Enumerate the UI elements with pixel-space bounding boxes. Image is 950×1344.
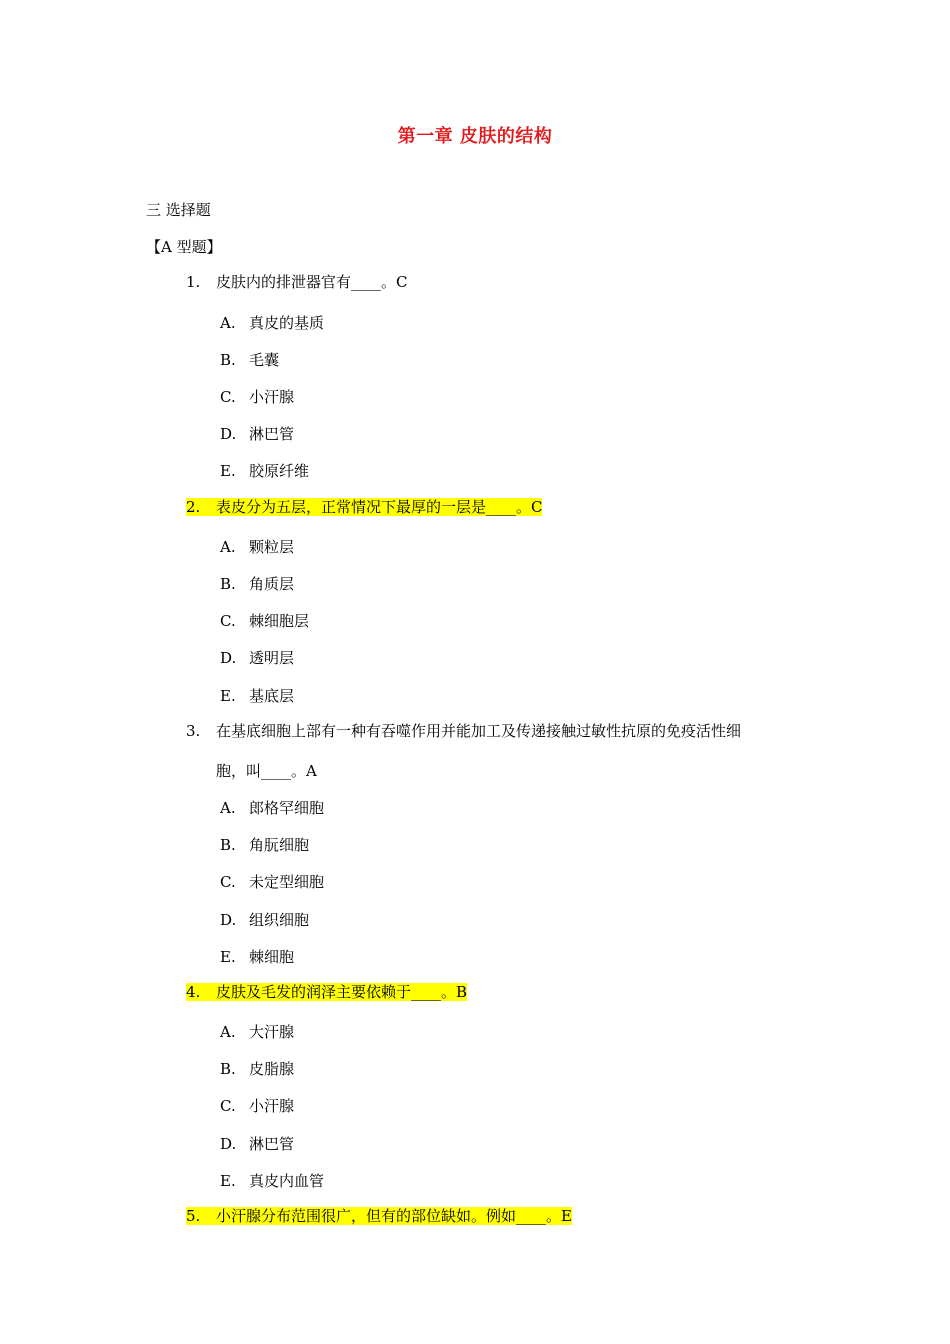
option-e xyxy=(220,685,294,706)
option-a xyxy=(220,797,324,818)
option-c xyxy=(220,1095,294,1116)
question-number: 5. xyxy=(186,1207,201,1225)
option-text: 未定型细胞 xyxy=(249,873,325,891)
question-number: 3. xyxy=(186,722,201,740)
section-heading: 三 选择题 xyxy=(146,201,211,219)
option-letter: D. xyxy=(220,425,237,443)
option-text: 皮脂腺 xyxy=(249,1060,295,1078)
question-text: 皮肤及毛发的润泽主要依赖于____。B xyxy=(216,983,468,1001)
option-letter: E. xyxy=(220,462,236,480)
option-text: 角质层 xyxy=(249,575,295,593)
option-c xyxy=(220,871,324,892)
option-letter: B. xyxy=(220,575,236,593)
option-text: 淋巴管 xyxy=(249,1135,295,1153)
question-3-continuation: 胞，叫____。A xyxy=(216,762,317,780)
option-d xyxy=(220,423,294,444)
option-text: 胶原纤维 xyxy=(249,462,310,480)
option-letter: E. xyxy=(220,948,236,966)
option-text: 颗粒层 xyxy=(249,538,295,556)
option-letter: C. xyxy=(220,388,236,406)
option-text: 小汗腺 xyxy=(249,1097,295,1115)
option-letter: D. xyxy=(220,1135,237,1153)
option-text: 基底层 xyxy=(249,687,295,705)
question-number: 2. xyxy=(186,498,201,516)
option-letter: C. xyxy=(220,873,236,891)
option-text: 棘细胞层 xyxy=(249,612,310,630)
option-c xyxy=(220,610,309,631)
option-text: 小汗腺 xyxy=(249,388,295,406)
option-text: 毛囊 xyxy=(249,351,280,369)
option-letter: D. xyxy=(220,911,237,929)
option-c xyxy=(220,386,294,407)
option-text: 真皮内血管 xyxy=(249,1172,325,1190)
question-number: 4. xyxy=(186,983,201,1001)
option-b xyxy=(220,349,279,370)
option-b xyxy=(220,1058,294,1079)
option-a xyxy=(220,536,294,557)
question-4 xyxy=(186,974,816,1011)
option-e xyxy=(220,946,294,967)
question-2 xyxy=(186,489,816,526)
question-text: 在基底细胞上部有一种有吞噬作用并能加工及传递接触过敏性抗原的免疫活性细 xyxy=(216,722,742,740)
option-letter: A. xyxy=(220,1023,236,1041)
option-letter: E. xyxy=(220,1172,236,1190)
question-text: 皮肤内的排泄器官有____。C xyxy=(216,273,408,291)
option-text: 真皮的基质 xyxy=(249,314,325,332)
option-letter: B. xyxy=(220,351,236,369)
option-letter: A. xyxy=(220,314,236,332)
question-3 xyxy=(186,713,816,750)
question-number: 1. xyxy=(186,273,201,291)
option-b xyxy=(220,573,294,594)
option-letter: A. xyxy=(220,538,236,556)
option-letter: B. xyxy=(220,836,236,854)
option-d xyxy=(220,647,294,668)
option-e xyxy=(220,1170,324,1191)
option-letter: C. xyxy=(220,612,236,630)
page-title: 第一章 皮肤的结构 xyxy=(397,126,553,147)
option-letter: B. xyxy=(220,1060,236,1078)
option-b xyxy=(220,834,309,855)
option-text: 大汗腺 xyxy=(249,1023,295,1041)
option-letter: E. xyxy=(220,687,236,705)
question-5 xyxy=(186,1198,816,1235)
option-text: 透明层 xyxy=(249,649,295,667)
option-text: 角朊细胞 xyxy=(249,836,310,854)
option-a xyxy=(220,312,324,333)
option-a xyxy=(220,1021,294,1042)
option-text: 淋巴管 xyxy=(249,425,295,443)
option-letter: A. xyxy=(220,799,236,817)
question-1 xyxy=(186,264,816,301)
option-letter: D. xyxy=(220,649,237,667)
option-text: 郎格罕细胞 xyxy=(249,799,325,817)
option-letter: C. xyxy=(220,1097,236,1115)
subsection-heading: 【A 型题】 xyxy=(146,238,222,256)
option-e xyxy=(220,460,309,481)
option-text: 棘细胞 xyxy=(249,948,295,966)
option-d xyxy=(220,1133,294,1154)
question-text: 小汗腺分布范围很广，但有的部位缺如。例如____。E xyxy=(216,1207,572,1225)
option-d xyxy=(220,909,309,930)
question-text: 表皮分为五层，正常情况下最厚的一层是____。C xyxy=(216,498,543,516)
option-text: 组织细胞 xyxy=(249,911,310,929)
